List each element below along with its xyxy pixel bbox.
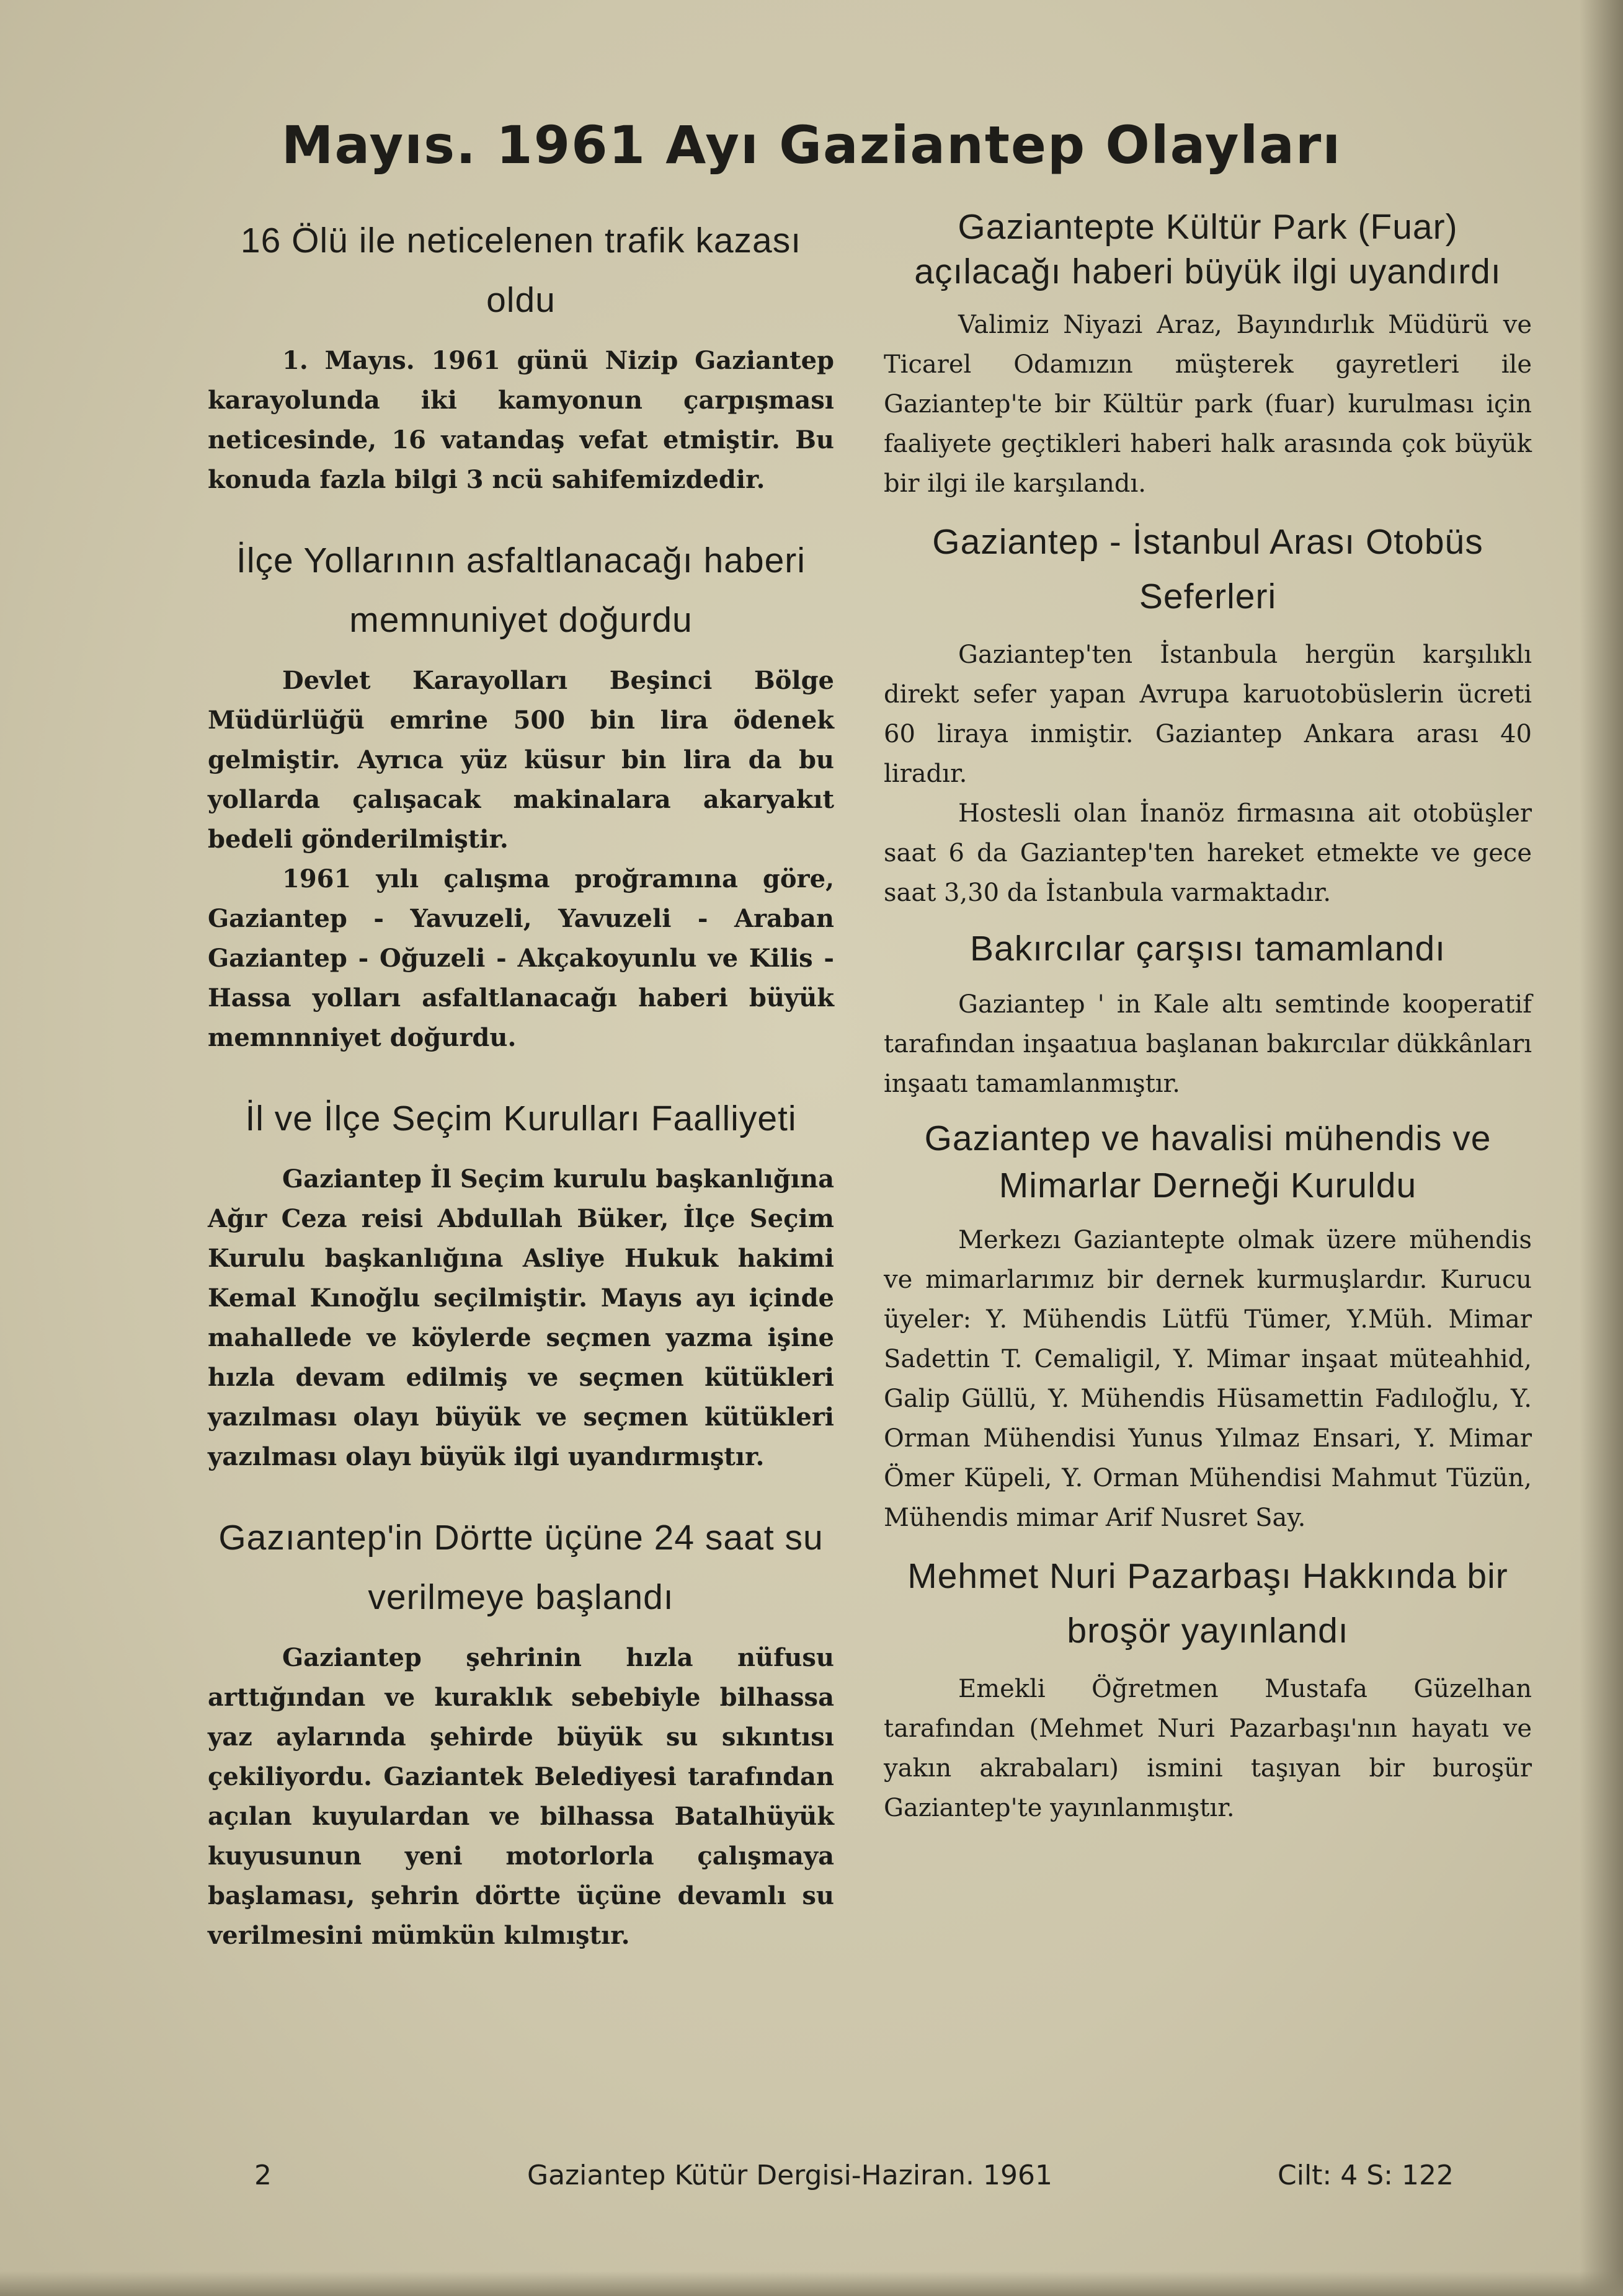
article-paragraph: Valimiz Niyazi Araz, Bayındırlık Müdürü ve Ticarel Odamızın müşterek gayretleri ile Gaziantep'te bir Kültür park (fuar) kurulması için faaliyete geçtikleri haberi halk arasında çok büyük bir ilgi ile karşılandı. bbox=[884, 311, 1532, 498]
article-heading: Gazıantep'in Dörtte üçüne 24 saat su verilmeye başlandı bbox=[218, 1518, 824, 1617]
article-heading: İlçe Yollarının asfaltlanacağı haberi memnuniyet doğurdu bbox=[236, 541, 806, 640]
article-election-boards bbox=[208, 1089, 834, 1477]
article-heading: Mehmet Nuri Pazarbaşı Hakkında bir broşör yayınlandı bbox=[907, 1556, 1508, 1651]
page-bottom-shadow bbox=[0, 2271, 1623, 2296]
article-paragraph: 1. Mayıs. 1961 günü Nizip Gaziantep karayolunda iki kamyonun çarpışması neticesinde, 16 vatandaş vefat etmiştir. Bu konuda fazla bilgi 3 ncü sahifemizdedir. bbox=[208, 346, 834, 494]
article-traffic-accident bbox=[208, 211, 834, 500]
article-heading: Gaziantep ve havalisi mühendis ve Mimarlar Derneği Kuruldu bbox=[924, 1119, 1492, 1205]
article-heading: Bakırcılar çarşısı tamamlandı bbox=[969, 929, 1446, 968]
page-title: Mayıs. 1961 Ayı Gaziantep Olayları bbox=[281, 115, 1342, 175]
article-culture-park bbox=[884, 205, 1532, 503]
article-water-supply bbox=[208, 1508, 834, 1956]
article-coppersmiths-bazaar bbox=[884, 924, 1532, 1104]
article-paragraph: 1961 yılı çalışma proğramına göre, Gaziantep - Yavuzeli, Yavuzeli - Araban Gaziantep - Oğuzeli - Akçakoyunlu ve Kilis - Hassa yolları asfaltlanacağı haberi büyük memnnniyet doğurdu. bbox=[208, 864, 834, 1052]
article-paragraph: Emekli Öğretmen Mustafa Güzelhan tarafından (Mehmet Nuri Pazarbaşı'nın hayatı ve yakın akrabaları) ismini taşıyan bir buroşür Gaziantep'te yayınlanmıştır. bbox=[884, 1675, 1532, 1822]
article-heading: Gaziantep - İstanbul Arası Otobüs Seferleri bbox=[932, 522, 1483, 616]
article-brochure bbox=[884, 1549, 1532, 1828]
right-column bbox=[884, 205, 1532, 1828]
article-heading: 16 Ölü ile neticelenen trafik kazası oldu bbox=[240, 221, 802, 320]
article-bus-services bbox=[884, 515, 1532, 913]
article-heading: İl ve İlçe Seçim Kurulları Faalliyeti bbox=[245, 1099, 797, 1138]
article-paragraph: Devlet Karayolları Beşinci Bölge Müdürlüğü emrine 500 bin lira ödenek gelmiştir. Ayrıca yüz küsur bin lira da bu yollarda çalışacak makinalara akaryakıt bedeli gönderilmiştir. bbox=[208, 666, 834, 854]
article-paragraph: Gaziantep İl Seçim kurulu başkanlığına Ağır Ceza reisi Abdullah Büker, İlçe Seçim Kurulu başkanlığına Asliye Hukuk hakimi Kemal Kınoğlu seçilmiştir. Mayıs ayı içinde mahallede ve köylerde seçmen yazma işine hızla devam edilmiş ve seçmen kütükleri yazılması olayı büyük ve seçmen kütükleri yazılması olayı büyük ilgi uyandırmıştır. bbox=[208, 1164, 834, 1471]
article-engineers-association bbox=[884, 1115, 1532, 1538]
article-paragraph: Merkezı Gaziantepte olmak üzere mühendis ve mimarlarımız bir dernek kurmuşlardır. Kurucu üyeler: Y. Mühendis Lütfü Tümer, Y.Müh. Mimar Sadettin T. Cemaligil, Y. Mimar inşaat müteahhid, Galip Güllü, Y. Mühendis Hüsamettin Fadıloğlu, Y. Orman Mühendisi Yunus Yılmaz Ensari, Y. Mimar Ömer Küpeli, Y. Orman Mühendisi Mahmut Tüzün, Mühendis mimar Arif Nusret Say. bbox=[884, 1226, 1532, 1532]
article-district-roads bbox=[208, 531, 834, 1058]
article-paragraph: Gaziantep şehrinin hızla nüfusu arttığından ve kuraklık sebebiyle bilhassa yaz aylarında şehirde büyük su sıkıntısı çekiliyordu. Gaziantek Belediyesi tarafından açılan kuyulardan ve bilhassa Batalhüyük kuyusunun yeni motorlorla çalışmaya başlaması, şehrin dörtte üçüne devamlı su verilmesini mümkün kılmıştır. bbox=[208, 1643, 834, 1950]
page-edge-shadow bbox=[1580, 0, 1623, 2296]
article-heading: Gaziantepte Kültür Park (Fuar) açılacağı haberi büyük ilgi uyandırdı bbox=[914, 207, 1501, 291]
volume-issue: Cilt: 4 S: 122 bbox=[1278, 2160, 1454, 2191]
page-number: 2 bbox=[254, 2160, 272, 2191]
article-paragraph: Hostesli olan İnanöz firmasına ait otobüşler saat 6 da Gaziantep'ten hareket etmekte ve gece saat 3,30 da İstanbula varmaktadır. bbox=[884, 799, 1532, 907]
article-paragraph: Gaziantep'ten İstanbula hergün karşılıklı direkt sefer yapan Avrupa karuotobüslerin ücreti 60 liraya inmiştir. Gaziantep Ankara arası 40 liradır. bbox=[884, 640, 1532, 788]
left-column bbox=[208, 211, 834, 1956]
article-paragraph: Gaziantep ' in Kale altı semtinde kooperatif tarafından inşaatıua başlanan bakırcılar dükkânları inşaatı tamamlanmıştır. bbox=[884, 990, 1532, 1098]
publication-name: Gaziantep Kütür Dergisi-Haziran. 1961 bbox=[527, 2160, 1052, 2191]
